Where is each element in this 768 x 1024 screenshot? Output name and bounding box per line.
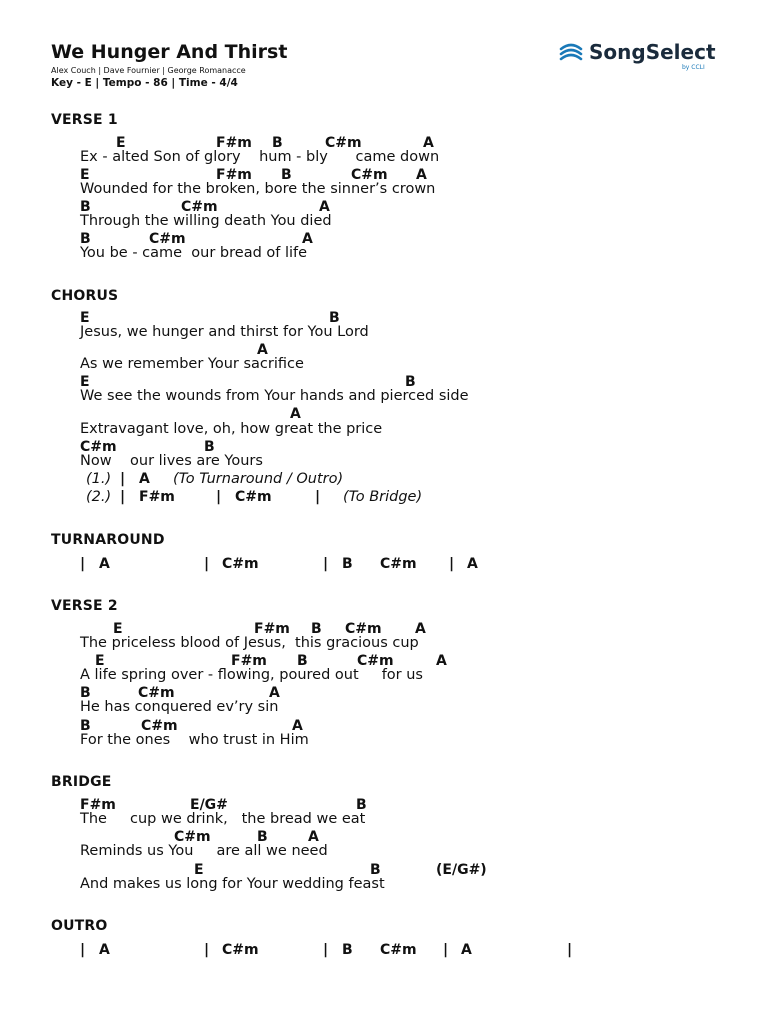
chord: C#m xyxy=(181,199,218,215)
lyric-line: For the ones who trust in Him xyxy=(80,732,309,748)
chord: C#m xyxy=(325,135,362,151)
chord: E xyxy=(95,653,105,669)
lyric-line: He has conquered ev’ry sin xyxy=(80,699,279,715)
lyric-line: You be - came our bread of life xyxy=(80,245,308,261)
lyric-line: The priceless blood of Jesus, this gracious cup xyxy=(80,635,419,651)
lyric-line: We see the wounds from Your hands and pierced side xyxy=(80,388,469,404)
section-verse-1: VERSE 1 xyxy=(51,112,118,128)
chord: E xyxy=(80,167,90,183)
songselect-sub: by CCLI xyxy=(682,64,705,71)
bar-line: | xyxy=(80,942,86,958)
bar-line: | xyxy=(120,471,126,487)
songselect-logo xyxy=(558,40,718,76)
chord: B xyxy=(329,310,340,326)
chord: F#m xyxy=(80,797,116,813)
chord: F#m xyxy=(216,167,252,183)
chord: B xyxy=(204,439,215,455)
bar-line: | xyxy=(204,942,210,958)
bar-line: | xyxy=(216,489,222,505)
chord: C#m xyxy=(149,231,186,247)
lyric-line: A life spring over - flowing, poured out for us xyxy=(80,667,423,683)
section-bridge: BRIDGE xyxy=(51,774,112,790)
chord: C#m xyxy=(380,942,417,958)
chord: C#m xyxy=(80,439,117,455)
chord: E xyxy=(116,135,126,151)
chord: F#m xyxy=(139,489,175,505)
chord: E xyxy=(80,374,90,390)
chord: A xyxy=(308,829,319,845)
chord: B xyxy=(80,685,91,701)
chord: B xyxy=(356,797,367,813)
ending-number: (2.) xyxy=(86,489,112,505)
bar-line: | xyxy=(323,942,329,958)
section-outro: OUTRO xyxy=(51,918,108,934)
chord: A xyxy=(139,471,150,487)
chord: C#m xyxy=(235,489,272,505)
bar-line: | xyxy=(449,556,455,572)
chord: C#m xyxy=(380,556,417,572)
chord: A xyxy=(319,199,330,215)
lyric-line: The cup we drink, the bread we eat xyxy=(80,811,366,827)
lyric-line: Through the willing death You died xyxy=(80,213,332,229)
bar-line: | xyxy=(567,942,573,958)
chord: A xyxy=(269,685,280,701)
chord: A xyxy=(292,718,303,734)
chord: C#m xyxy=(351,167,388,183)
chord: C#m xyxy=(357,653,394,669)
section-chorus: CHORUS xyxy=(51,288,119,304)
chord: A xyxy=(423,135,434,151)
chord: A xyxy=(416,167,427,183)
chord: A xyxy=(461,942,472,958)
chord: B xyxy=(311,621,322,637)
chord: A xyxy=(257,342,268,358)
bar-line: | xyxy=(80,556,86,572)
lyric-line: Jesus, we hunger and thirst for You Lord xyxy=(80,324,369,340)
chord: A xyxy=(467,556,478,572)
chord: E/G# xyxy=(190,797,228,813)
chord: B xyxy=(405,374,416,390)
chord: B xyxy=(297,653,308,669)
chord: B xyxy=(80,718,91,734)
navigation-note: (To Bridge) xyxy=(343,489,423,505)
chord: E xyxy=(113,621,123,637)
chord: F#m xyxy=(216,135,252,151)
bar-line: | xyxy=(443,942,449,958)
chord: C#m xyxy=(174,829,211,845)
chord: F#m xyxy=(231,653,267,669)
chord: B xyxy=(342,942,353,958)
lyric-line: Now our lives are Yours xyxy=(80,453,263,469)
lyric-line: Wounded for the broken, bore the sinner’s crown xyxy=(80,181,436,197)
chord: A xyxy=(302,231,313,247)
chord: A xyxy=(99,556,110,572)
chord: E xyxy=(80,310,90,326)
lyric-line: Extravagant love, oh, how great the price xyxy=(80,421,383,437)
chord: A xyxy=(99,942,110,958)
chord: B xyxy=(342,556,353,572)
chord: C#m xyxy=(222,942,259,958)
chord: B xyxy=(281,167,292,183)
lyric-line: And makes us long for Your wedding feast xyxy=(80,876,385,892)
chord: C#m xyxy=(141,718,178,734)
song-title: We Hunger And Thirst xyxy=(51,41,288,63)
chord: B xyxy=(370,862,381,878)
lyric-line: Ex - alted Son of glory hum - bly came down xyxy=(80,149,440,165)
chord: C#m xyxy=(138,685,175,701)
songselect-wave-icon xyxy=(558,40,584,66)
bar-line: | xyxy=(315,489,321,505)
chord: C#m xyxy=(222,556,259,572)
chord: B xyxy=(80,199,91,215)
chord: B xyxy=(272,135,283,151)
chord: B xyxy=(257,829,268,845)
song-authors: Alex Couch | Dave Fournier | George Romanacce xyxy=(51,66,246,75)
bar-line: | xyxy=(204,556,210,572)
bar-line: | xyxy=(120,489,126,505)
chord: B xyxy=(80,231,91,247)
chord: C#m xyxy=(345,621,382,637)
bar-line: | xyxy=(323,556,329,572)
section-turnaround: TURNAROUND xyxy=(51,532,165,548)
song-meta: Key - E | Tempo - 86 | Time - 4/4 xyxy=(51,77,238,89)
songselect-brand: SongSelect xyxy=(589,40,716,64)
chord: F#m xyxy=(254,621,290,637)
lyric-line: As we remember Your sacrifice xyxy=(80,356,304,372)
chord: A xyxy=(415,621,426,637)
ending-number: (1.) xyxy=(86,471,112,487)
navigation-note: (To Turnaround / Outro) xyxy=(173,471,344,487)
chord: A xyxy=(436,653,447,669)
lyric-line: Reminds us You are all we need xyxy=(80,843,328,859)
chord: (E/G#) xyxy=(436,862,487,878)
chord: A xyxy=(290,406,301,422)
chord: E xyxy=(194,862,204,878)
section-verse-2: VERSE 2 xyxy=(51,598,118,614)
